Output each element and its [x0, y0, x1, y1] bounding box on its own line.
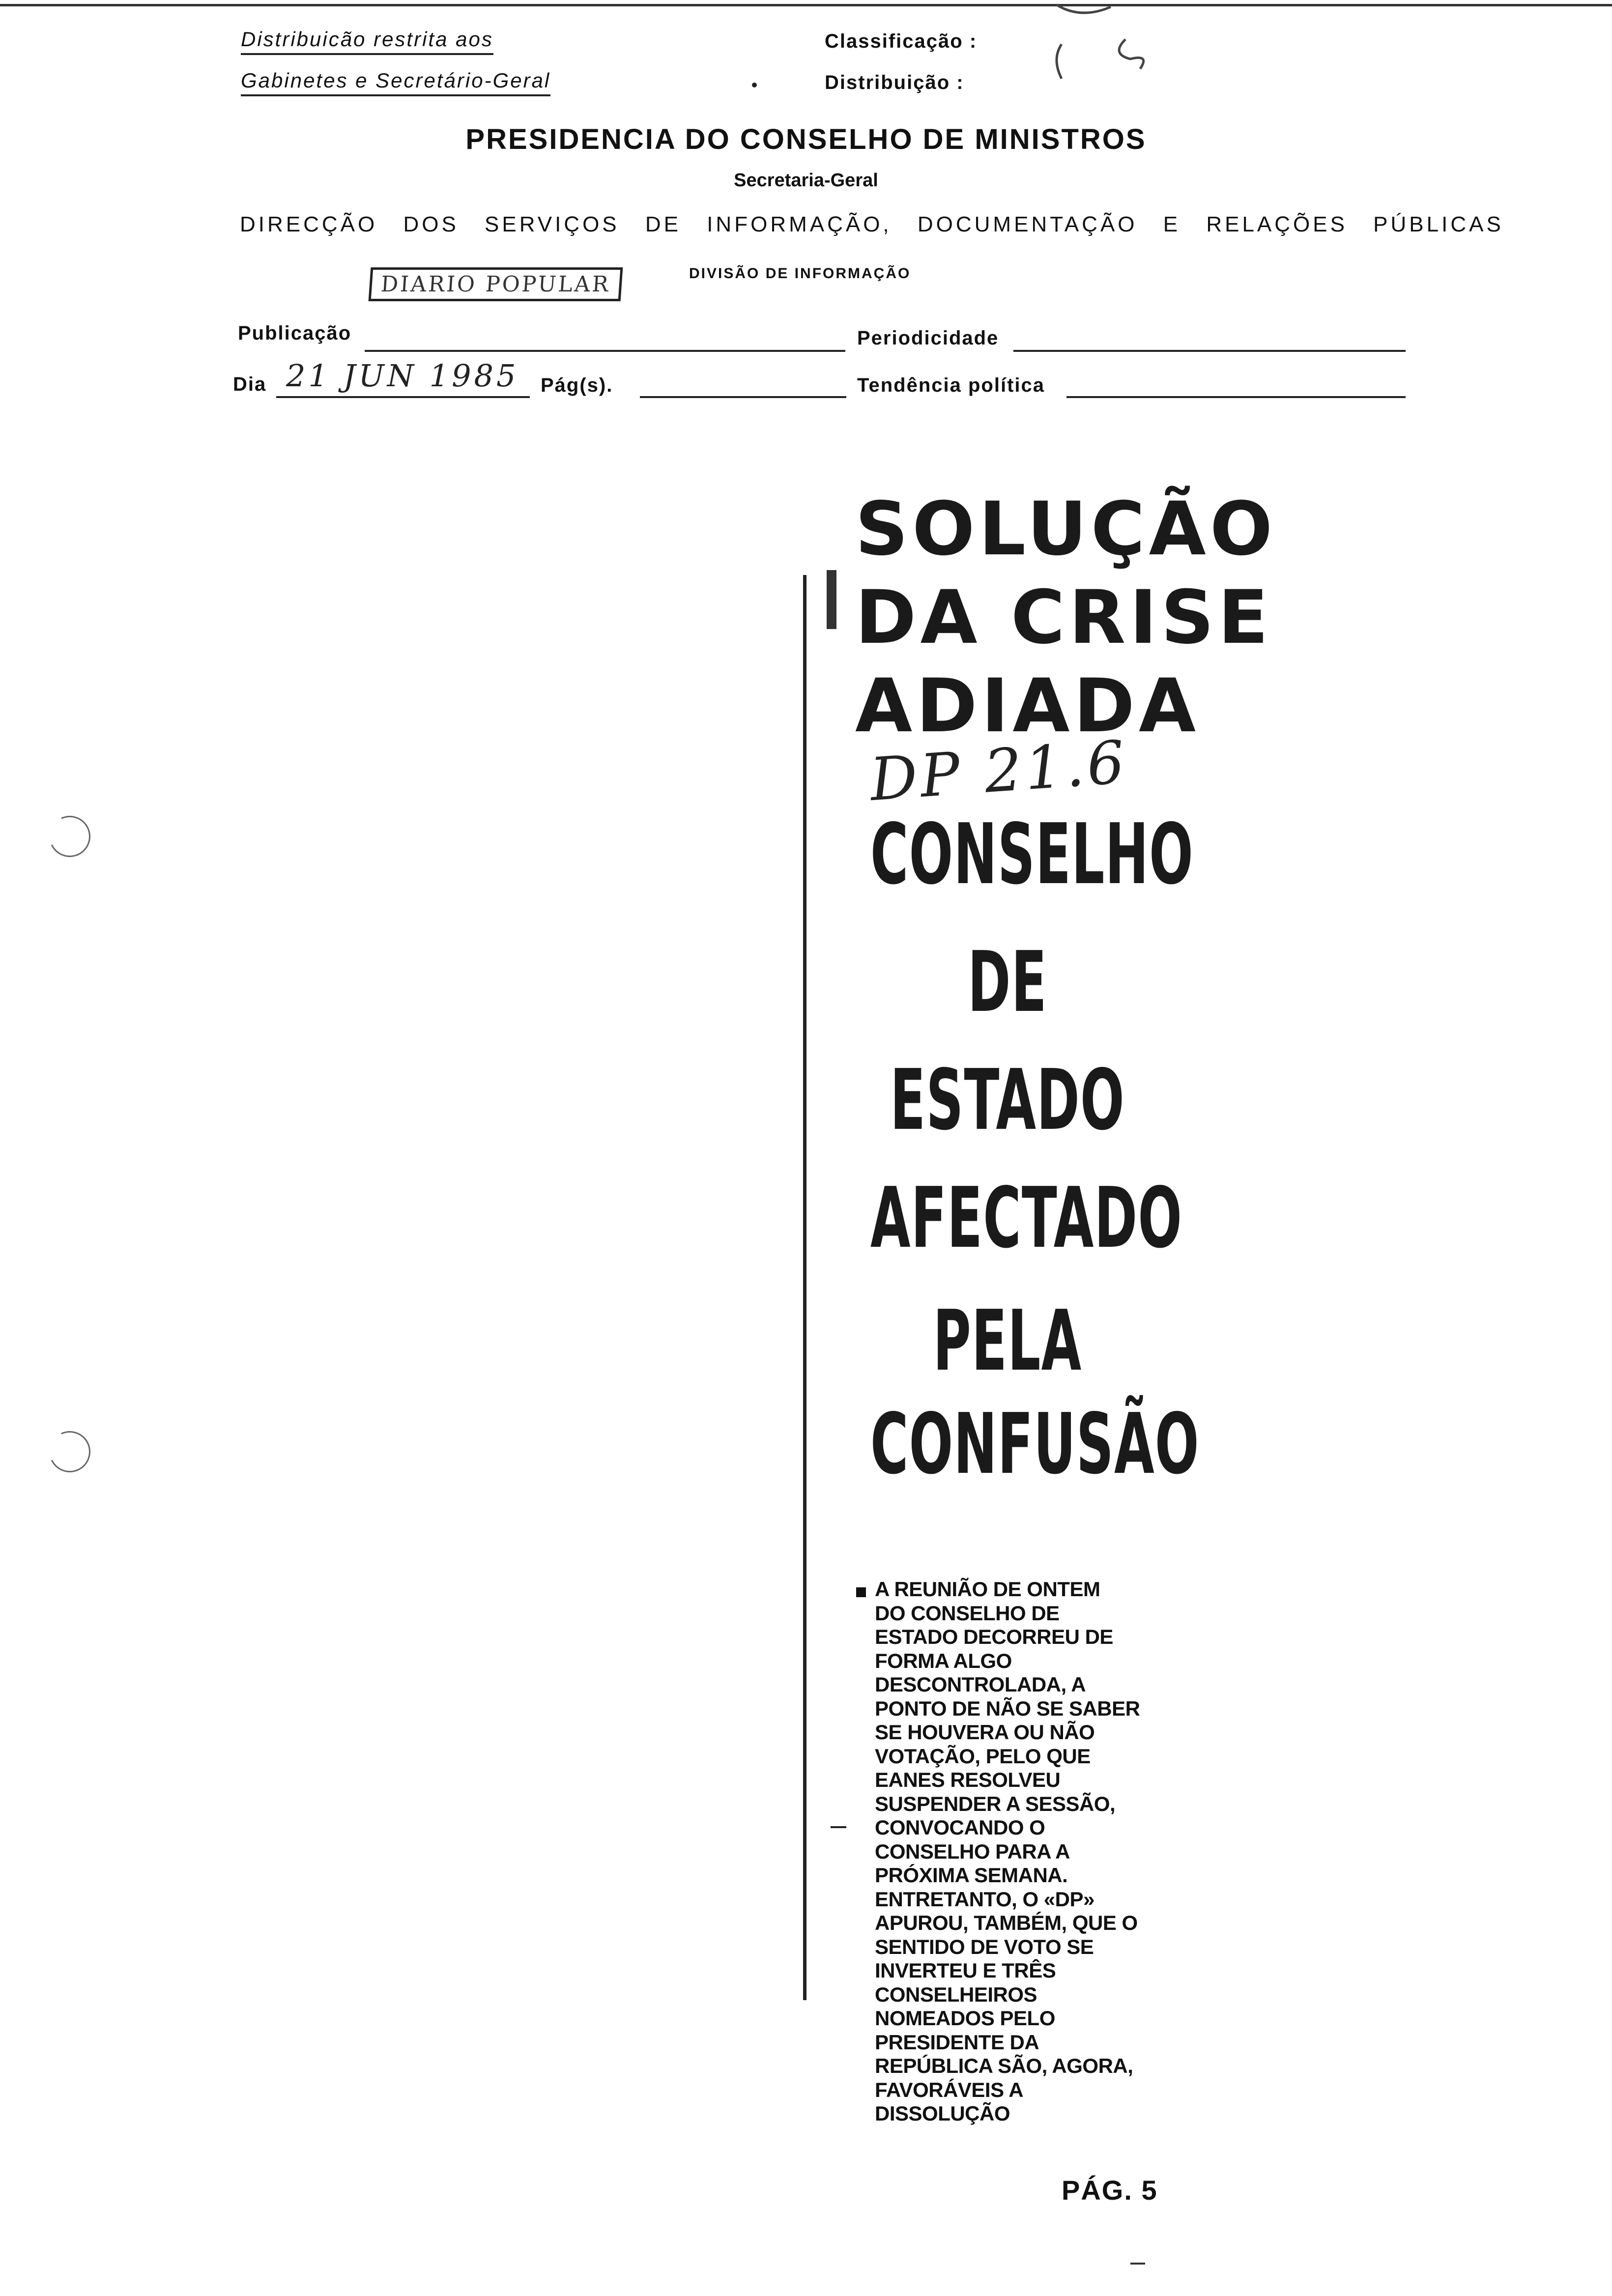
- article-body-line: APUROU, TAMBÉM, QUE O: [875, 1911, 1138, 1934]
- dia-label: Dia: [233, 373, 267, 395]
- article-body-line: PRESIDENTE DA: [875, 2030, 1039, 2054]
- article-body-line: DISSOLUÇÃO: [875, 2102, 1010, 2125]
- headline-line: SOLUÇÃO: [855, 487, 1277, 572]
- page-title: PRESIDENCIA DO CONSELHO DE MINISTROS: [465, 123, 1147, 155]
- headline-line: CONFUSÃO: [870, 1396, 1200, 1493]
- headline-line: AFECTADO: [870, 1170, 1183, 1267]
- periodicidade-label: Periodicidade: [857, 327, 999, 349]
- page-subtitle: Secretaria-Geral: [734, 170, 878, 191]
- page-number: PÁG. 5: [1062, 2175, 1158, 2206]
- article-body: [875, 1578, 1219, 2126]
- punch-hole-lower: [43, 1425, 96, 1478]
- newspaper-stamp: DIARIO POPULAR: [369, 267, 623, 301]
- article-body-line: ENTRETANTO, O «DP»: [875, 1887, 1094, 1911]
- publicacao-label: Publicação: [238, 322, 352, 344]
- top-edge-rule: [0, 4, 1612, 6]
- headline-line: ESTADO: [890, 1052, 1125, 1149]
- publicacao-field-line: [365, 350, 845, 352]
- margin-dash: [831, 1826, 846, 1828]
- distribution-line-1: Distribuicão restrita aos: [241, 28, 493, 55]
- headline-line: DE: [968, 934, 1047, 1031]
- division-label: DIVISÃO DE INFORMAÇÃO: [689, 265, 911, 282]
- body-bullet: [856, 1587, 866, 1597]
- pags-label: Pág(s).: [541, 374, 613, 396]
- department-line: DIRECÇÃO DOS SERVIÇOS DE INFORMAÇÃO, DOCUMENTAÇÃO E RELAÇÕES PÚBLICAS: [240, 212, 1504, 236]
- article-body-line: DESCONTROLADA, A: [875, 1673, 1086, 1696]
- headline-line: CONSELHO: [870, 806, 1194, 903]
- article-body-line: ESTADO DECORREU DE: [875, 1625, 1113, 1648]
- article-body-line: NOMEADOS PELO: [875, 2007, 1055, 2030]
- handwritten-clipping-note: DP 21.6: [867, 728, 1130, 815]
- article-body-line: VOTAÇÃO, PELO QUE: [875, 1744, 1091, 1768]
- article-body-line: DO CONSELHO DE: [875, 1601, 1060, 1625]
- pags-field-line: [640, 396, 846, 398]
- article-body-line: CONSELHO PARA A: [875, 1839, 1070, 1863]
- article-body-line: FAVORÁVEIS A: [875, 2078, 1024, 2101]
- article-body-line: SUSPENDER A SESSÃO,: [875, 1792, 1116, 1815]
- article-body-line: FORMA ALGO: [875, 1649, 1012, 1672]
- headline-line: PELA: [933, 1292, 1082, 1390]
- article-body-line: CONVOCANDO O: [875, 1816, 1045, 1839]
- article-body-line: A REUNIÃO DE ONTEM: [875, 1578, 1100, 1601]
- article-body-line: PRÓXIMA SEMANA.: [875, 1864, 1068, 1887]
- clipping-edge-fragment: [827, 570, 836, 629]
- tendencia-label: Tendência política: [857, 374, 1045, 396]
- article-body-line: REPÚBLICA SÃO, AGORA,: [875, 2054, 1133, 2077]
- classificacao-label: Classificação :: [825, 30, 978, 52]
- headline-line: DA CRISE: [855, 575, 1272, 660]
- article-body-line: SENTIDO DE VOTO SE: [875, 1935, 1094, 1958]
- periodicidade-field-line: [1013, 350, 1406, 352]
- tendencia-field-line: [1066, 396, 1406, 398]
- dia-field-line: [276, 396, 530, 398]
- dia-value: 21 JUN 1985: [286, 358, 519, 394]
- distribuicao-label: Distribuição :: [825, 72, 964, 93]
- bullet-mark: [752, 83, 757, 87]
- article-body-line: CONSELHEIROS: [875, 1982, 1037, 2006]
- article-body-line: INVERTEU E TRÊS: [875, 1959, 1056, 1982]
- page-dash: [1130, 2263, 1145, 2265]
- distribution-line-2: Gabinetes e Secretário-Geral: [241, 69, 550, 96]
- article-body-line: PONTO DE NÃO SE SABER: [875, 1696, 1140, 1720]
- article-body-line: SE HOUVERA OU NÃO: [875, 1721, 1095, 1744]
- punch-hole-upper: [43, 810, 96, 863]
- headline-line: ADIADA: [855, 663, 1200, 749]
- clipping-column-rule: [803, 575, 806, 2000]
- article-body-line: EANES RESOLVEU: [875, 1768, 1061, 1791]
- handwritten-classification-mark: [1042, 0, 1170, 98]
